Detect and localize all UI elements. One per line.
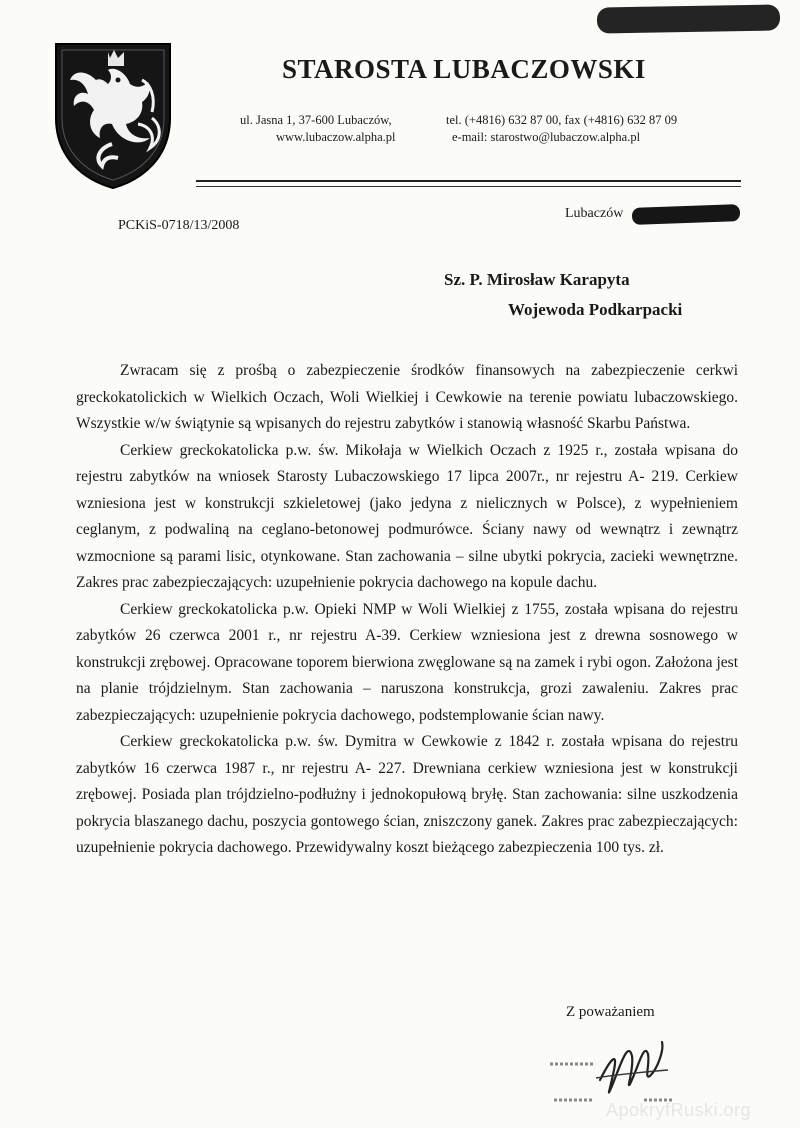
website: www.lubaczow.alpha.pl (276, 130, 396, 144)
reference-number: PCKiS-0718/13/2008 (118, 218, 240, 233)
paragraph: Cerkiew greckokatolicka p.w. św. Mikołaja w Wielkich Oczach z 1925 r., została wpisana do rejestru zabytków na wniosek Starosty Lubaczowskiego 17 lipca 2007r., nr rejestru A- 219. Cerkiew wzniesiona jest w konstrukcji szkieletowej (jako jedyna z nielicznych w Polsce), z wypełnieniem ceglanym, z podwaliną na ceglano-betonowej podmurówce. Ściany nawy od wewnątrz i zewnątrz wzmocnione są parami lisic, otynkowane. Stan zachowania – silne ubytki pokrycia, zacieki wewnętrzne. Zakres prac zabezpieczających: uzupełnienie pokrycia dachowego na kopule dachu. (76, 441, 738, 591)
contact-right (446, 112, 677, 146)
watermark: ApokryfRuski.org (606, 1100, 752, 1120)
signature-stamp (540, 1020, 700, 1110)
closing-salutation: Z poważaniem (566, 1004, 655, 1020)
phone-fax: tel. (+4816) 632 87 00, fax (+4816) 632 87 09 (446, 113, 678, 127)
paragraph: Zwracam się z prośbą o zabezpieczenie środków finansowych na zabezpieczenie cerkwi greckokatolickich w Wielkich Oczach, Woli Wielkiej i Cewkowie na terenie powiatu lubaczowskiego. Wszystkie w/w świątynie są wpisanych do rejestru zabytków i stanowią własność Skarbu Państwa. (76, 362, 738, 432)
paragraph: Cerkiew greckokatolicka p.w. św. Dymitra w Cewkowie z 1842 r. została wpisana do rejestru zabytków 16 czerwca 1987 r., nr rejestru A- 227. Drewniana cerkiew wzniesiona jest w konstrukcji zrębowej. Posiada plan trójdzielno-podłużny i jednokopułową bryłę. Stan zachowania: silne uszkodzenia pokrycia blaszanego dachu, poszycia gontowego ścian, zniszczony ganek. Zakres prac zabezpieczających: uzupełnienie pokrycia dachowego. Przewidywalny koszt bieżącego zabezpieczenia 100 tys. zł. (76, 733, 738, 856)
redaction-mark-top (597, 4, 780, 33)
place-and-date: Lubaczów (565, 206, 624, 221)
address: ul. Jasna 1, 37-600 Lubaczów, (240, 113, 392, 127)
redaction-mark-date (632, 204, 741, 225)
letter-body (76, 358, 738, 862)
office-title: STAROSTA LUBACZOWSKI (282, 54, 646, 84)
email: e-mail: starostwo@lubaczow.alpha.pl (452, 130, 641, 144)
contact-left (240, 112, 396, 146)
recipient-title: Wojewoda Podkarpacki (508, 300, 683, 319)
paragraph: Cerkiew greckokatolicka p.w. Opieki NMP w Woli Wielkiej z 1755, została wpisana do rejestru zabytków 26 czerwca 2001 r., nr rejestru A-39. Cerkiew wzniesiona jest z drewna sosnowego w konstrukcji zrębowej. Opracowane toporem bierwiona zwęglowane są na zamek i rybi ogon. Założona jest na planie trójdzielnym. Stan zachowania – naruszona konstrukcja, grozi zawaleniu. Zakres prac zabezpieczających: uzupełnienie pokrycia dachowego, podstemplowanie ścian nawy. (76, 600, 738, 724)
header-rule (196, 180, 741, 182)
coat-of-arms-icon (52, 40, 174, 190)
header-rule-thin (196, 186, 741, 187)
recipient-name: Sz. P. Mirosław Karapyta (444, 270, 630, 289)
